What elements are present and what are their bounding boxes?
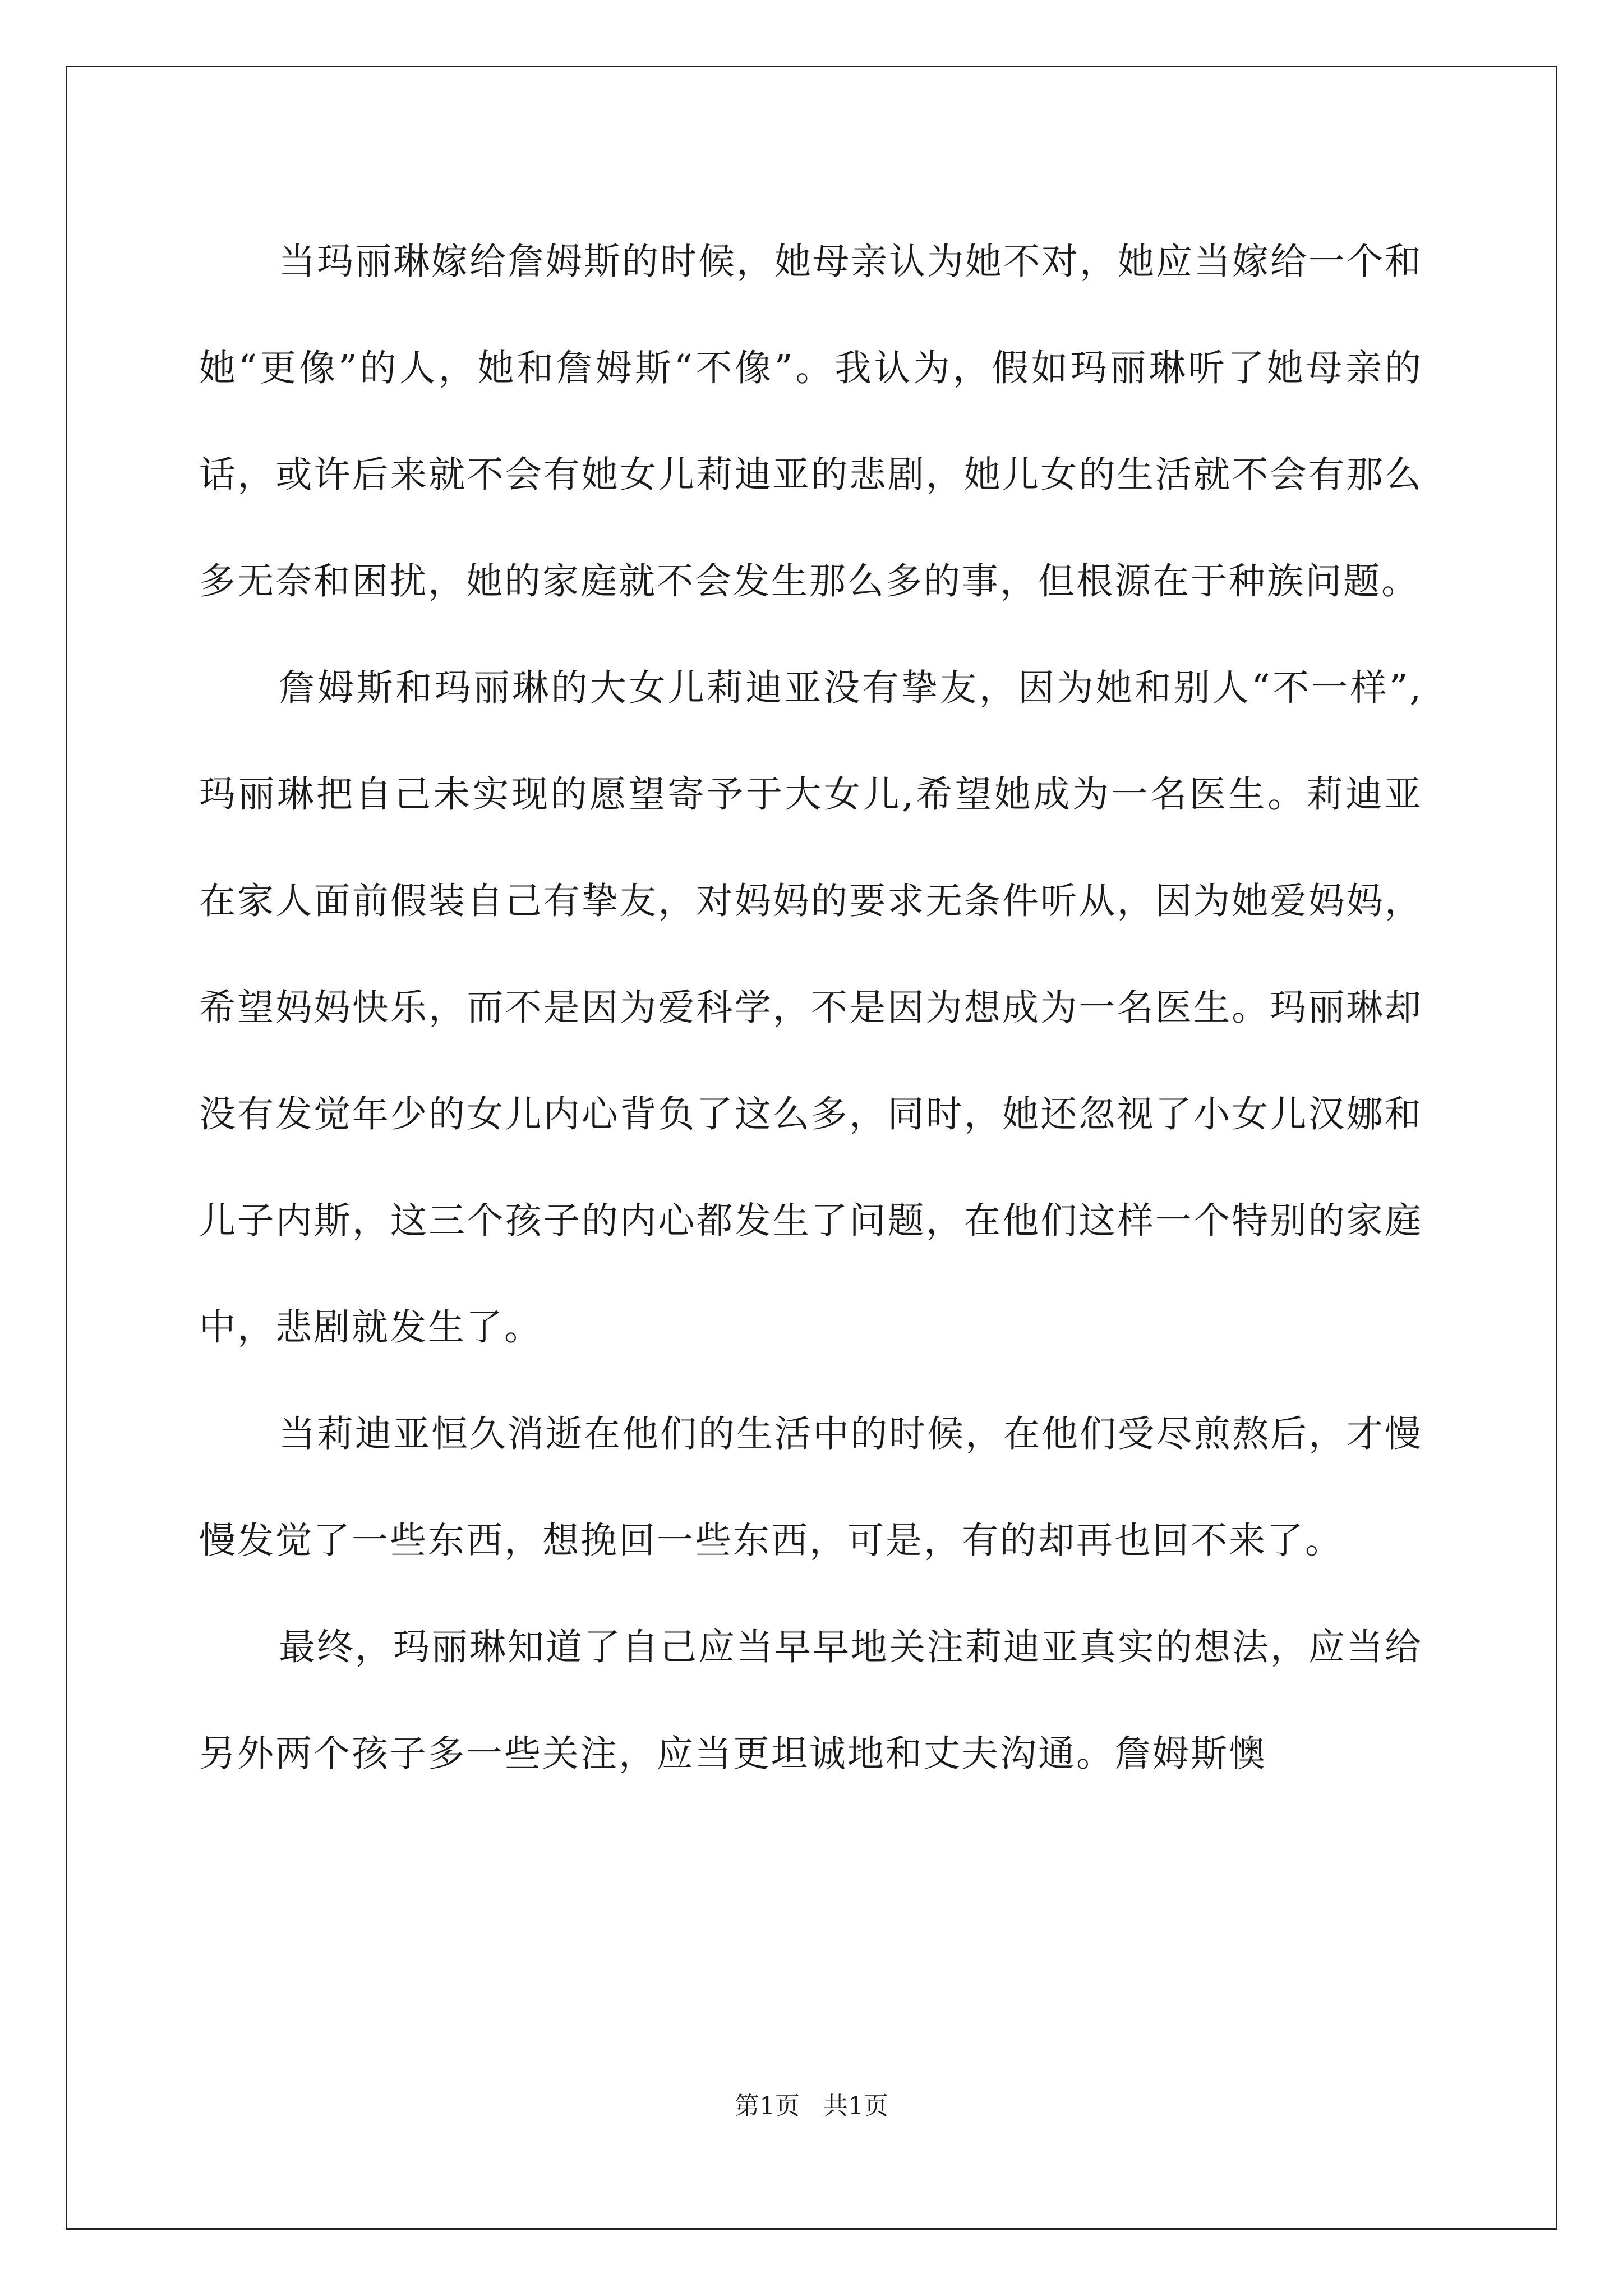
- page-total: 共1页: [823, 2092, 888, 2120]
- paragraph-4: 最终，玛丽琳知道了自己应当早早地关注莉迪亚真实的想法，应当给另外两个孩子多一些关注，应当更坦诚地和丈夫沟通。詹姆斯懊: [199, 1626, 1423, 1775]
- page-number: 第1页: [735, 2092, 800, 2120]
- paragraph-3: 当莉迪亚恒久消逝在他们的生活中的时候，在他们受尽煎熬后，才慢慢发觉了一些东西，想挽回一些东西，可是，有的却再也回不来了。: [199, 1413, 1423, 1562]
- paragraph-1: 当玛丽琳嫁给詹姆斯的时候，她母亲认为她不对，她应当嫁给一个和她“更像”的人，她和詹姆斯“不像”。我认为，假如玛丽琳听了她母亲的话，或许后来就不会有她女儿莉迪亚的悲剧，她儿女的生活就不会有那么多无奈和困扰，她的家庭就不会发生那么多的事，但根源在于种族问题。: [199, 241, 1423, 602]
- paragraph-2: 詹姆斯和玛丽琳的大女儿莉迪亚没有挚友，因为她和别人“不一样”,玛丽琳把自己未实现的愿望寄予于大女儿,希望她成为一名医生。莉迪亚在家人面前假装自己有挚友，对妈妈的要求无条件听从，因为她爱妈妈，希望妈妈快乐，而不是因为爱科学，不是因为想成为一名医生。玛丽琳却没有发觉年少的女儿内心背负了这么多，同时，她还忽视了小女儿汉娜和儿子内斯，这三个孩子的内心都发生了问题，在他们这样一个特别的家庭中，悲剧就发生了。: [199, 667, 1423, 1349]
- page-footer: [0, 2090, 1623, 2123]
- document-body: [199, 209, 1423, 1807]
